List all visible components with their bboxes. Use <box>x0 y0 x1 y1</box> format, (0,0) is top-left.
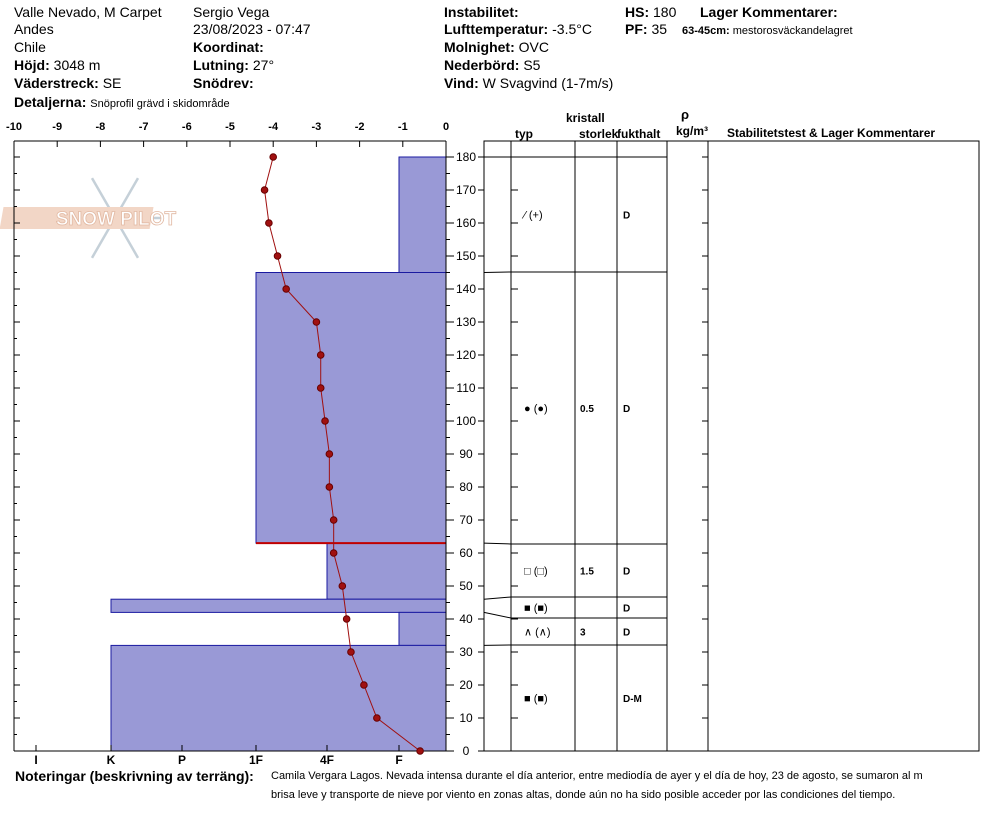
height-axis-label: 110 <box>456 381 476 395</box>
temperature-point <box>313 319 320 326</box>
height-axis-label: 30 <box>459 645 473 659</box>
temperature-point <box>343 616 350 623</box>
temperature-point <box>270 154 277 161</box>
temp-axis-label: -6 <box>181 121 192 133</box>
crystal-type-cell: ∧ (∧) <box>524 626 551 639</box>
notes-line-2: brisa leve y transporte de nieve por viento en zonas altas, donde aún no ha sido posible acceder por las condiciones del tiempo. <box>271 789 896 801</box>
snowpilot-watermark <box>0 178 177 258</box>
stability-header: Stabilitetstest & Lager Kommentarer <box>727 126 936 140</box>
type-header: typ <box>515 127 533 141</box>
watermark-text: SNOW PILOT <box>55 209 177 230</box>
hardness-axis-label: I <box>34 753 38 766</box>
hardness-layer-bar <box>256 273 446 544</box>
air-temp-value: -3.5°C <box>552 21 592 37</box>
details-value: Snöprofil grävd i skidområde <box>90 98 230 110</box>
hardness-axis-label: 4F <box>319 753 335 766</box>
precip-value: S5 <box>523 57 541 73</box>
pf-value: 35 <box>651 21 668 37</box>
crystal-type-cell: ⁄ (+) <box>524 209 543 222</box>
datetime: 23/08/2023 - 07:47 <box>193 21 311 37</box>
crystal-type-cell: □ (□) <box>524 565 548 578</box>
height-axis-label: 140 <box>455 282 477 296</box>
instability-label: Instabilitet: <box>444 4 519 20</box>
temp-axis-label: -4 <box>268 121 279 133</box>
density-unit-header: kg/m³ <box>676 124 709 138</box>
temperature-point <box>417 748 424 755</box>
hardness-layer-bar <box>327 543 446 599</box>
hardness-layer-bar <box>111 599 446 612</box>
moisture-cell: D <box>623 404 631 415</box>
hardness-axis-label: P <box>177 753 187 766</box>
height-axis-label: 50 <box>459 579 473 593</box>
temperature-point <box>317 385 324 392</box>
temp-axis-label: -1 <box>397 121 408 133</box>
hardness-axis-label: 1F <box>248 753 264 766</box>
temperature-point <box>261 187 268 194</box>
location: Valle Nevado, M Carpet <box>14 4 162 20</box>
height-axis-label: 40 <box>459 612 473 626</box>
height-axis-label: 130 <box>455 315 477 329</box>
height-axis-label: 70 <box>459 513 473 527</box>
moisture-cell: D-M <box>623 694 642 705</box>
details-label: Detaljerna: <box>14 94 87 110</box>
temp-axis-label: -3 <box>311 121 322 133</box>
layer-comment-text: mestorosväckandelagret <box>732 25 853 37</box>
hardness-axis-label: K <box>106 753 116 766</box>
hardness-layer-bar <box>111 645 446 751</box>
moisture-cell: D <box>623 603 631 615</box>
layer-connector <box>484 272 511 273</box>
height-axis-label: 80 <box>459 480 473 494</box>
layer-connector <box>484 597 511 599</box>
slope-value: 27° <box>252 57 275 73</box>
temperature-point <box>361 682 368 689</box>
pf-label: PF: <box>625 21 648 37</box>
crystal-size-cell: 0.5 <box>580 404 594 415</box>
temperature-point <box>326 451 333 458</box>
crystal-header: kristall <box>566 111 605 125</box>
coord-label: Koordinat: <box>193 39 264 55</box>
temperature-point <box>283 286 290 293</box>
temp-axis-label: -10 <box>6 121 22 133</box>
layer-comments-label: Lager Kommentarer: <box>700 4 838 20</box>
layer-connector <box>484 612 511 618</box>
precip-label: Nederbörd: <box>444 57 520 73</box>
crystal-type-cell: ■ (■) <box>524 693 548 705</box>
size-header: storlek <box>579 127 619 141</box>
crystal-size-cell: 1.5 <box>580 566 594 578</box>
moisture-header: fukthalt <box>617 127 661 141</box>
height-axis-label: 60 <box>459 546 473 560</box>
temp-axis-label: -8 <box>95 121 106 133</box>
wind-label: Vind: <box>444 75 479 91</box>
temperature-point <box>266 220 273 227</box>
country: Chile <box>14 39 46 55</box>
aspect-value: SE <box>102 75 122 91</box>
temperature-point <box>274 253 281 260</box>
hs-value: 180 <box>653 4 677 20</box>
hardness-layer-bar <box>399 612 446 645</box>
temperature-point <box>330 517 337 524</box>
temp-axis-label: -2 <box>354 121 365 133</box>
height-axis-label: 160 <box>455 216 477 230</box>
drift-label: Snödrev: <box>193 75 254 91</box>
height-axis-label: 150 <box>455 249 477 263</box>
rho-header: ρ <box>681 107 690 122</box>
elevation-label: Höjd: <box>14 57 50 73</box>
height-axis-label: 120 <box>455 348 477 362</box>
temp-axis-label: -5 <box>225 121 235 133</box>
hardness-layer-bar <box>399 157 446 273</box>
wind-value: W Svagvind (1-7m/s) <box>482 75 614 91</box>
height-axis-label: 90 <box>459 447 473 461</box>
temperature-point <box>326 484 333 491</box>
temp-axis-label: -9 <box>52 121 63 133</box>
temperature-point <box>330 550 337 557</box>
temperature-point <box>348 649 355 656</box>
air-temp-label: Lufttemperatur: <box>444 21 549 37</box>
notes-section <box>12 766 994 838</box>
temperature-point <box>322 418 329 425</box>
height-axis-label: 10 <box>459 711 473 725</box>
moisture-cell: D <box>623 566 631 578</box>
sky-label: Molnighet: <box>444 39 515 55</box>
moisture-cell: D <box>623 210 631 222</box>
height-axis-label: 170 <box>455 183 477 197</box>
notes-label: Noteringar (beskrivning av terräng): <box>15 768 254 784</box>
notes-line-1: Camila Vergara Lagos. Nevada intensa durante el día anterior, entre mediodía de ayer y el día de hoy, 23 de agosto, se sumaron al m <box>271 770 923 782</box>
slope-label: Lutning: <box>193 57 249 73</box>
layer-comment-depth: 63-45cm: <box>682 25 730 37</box>
height-axis-label: 180 <box>455 150 477 164</box>
crystal-type-cell: ■ (■) <box>524 602 548 615</box>
temperature-point <box>317 352 324 359</box>
height-axis-label: 0 <box>462 744 470 758</box>
crystal-type-cell: ● (●) <box>524 403 548 415</box>
observer: Sergio Vega <box>193 4 270 20</box>
height-axis-label: 100 <box>455 414 477 428</box>
temp-axis-label: 0 <box>442 121 450 133</box>
temperature-point <box>339 583 346 590</box>
layer-table-frame <box>484 141 979 751</box>
hardness-axis-label: F <box>395 753 403 766</box>
temperature-point <box>374 715 381 722</box>
layer-connector <box>484 543 511 544</box>
moisture-cell: D <box>623 627 631 639</box>
height-axis-label: 20 <box>459 678 473 692</box>
crystal-size-cell: 3 <box>580 627 586 639</box>
hs-label: HS: <box>625 4 650 20</box>
elevation-value: 3048 m <box>53 57 101 73</box>
temp-axis-label: -7 <box>138 121 149 133</box>
sky-value: OVC <box>518 39 549 55</box>
aspect-label: Väderstreck: <box>14 75 99 91</box>
range: Andes <box>14 21 54 37</box>
